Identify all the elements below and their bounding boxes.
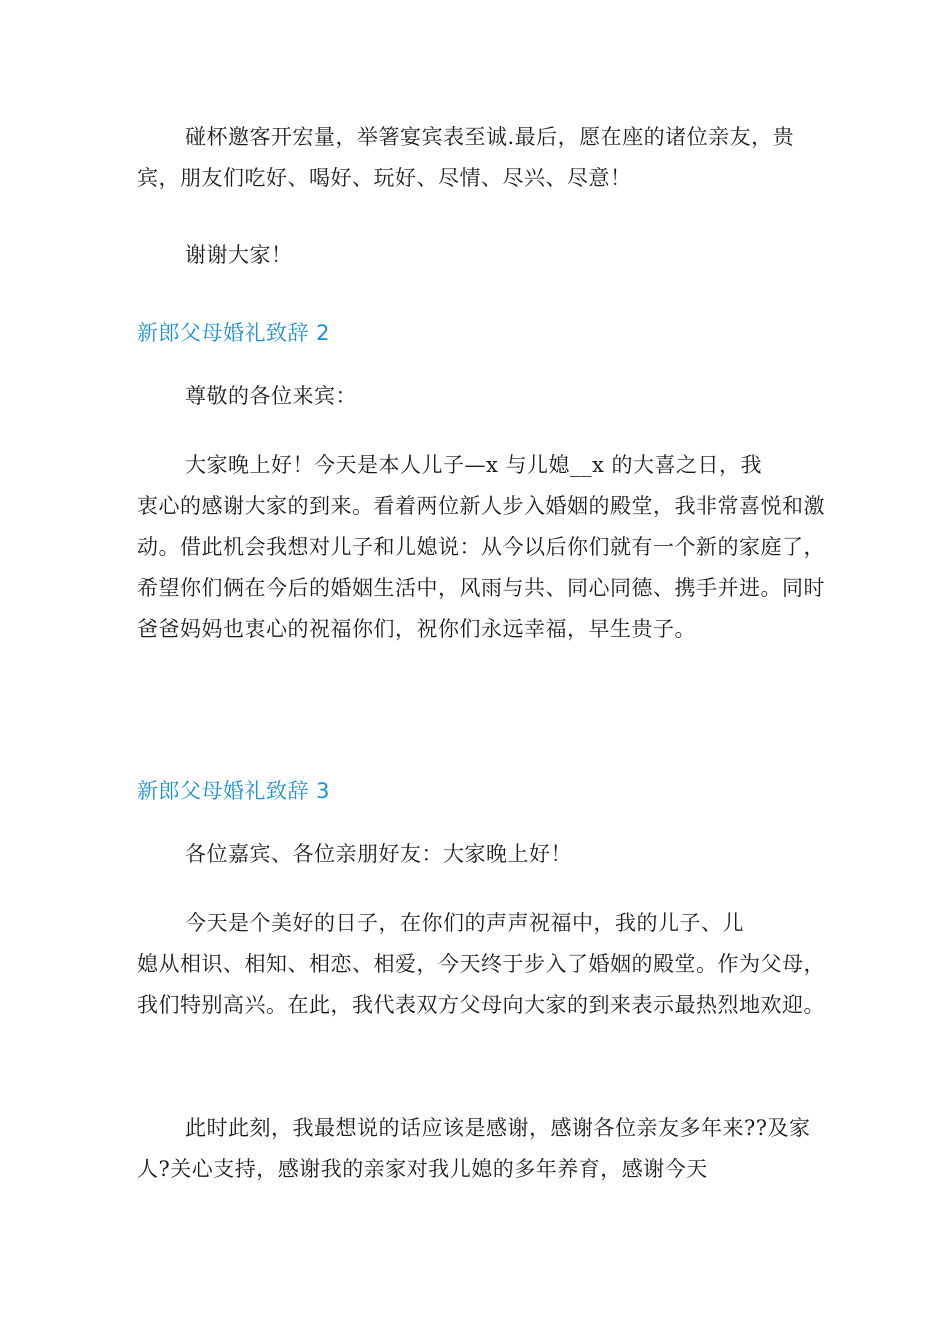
speech-2-body: 衷心的感谢大家的到来。看着两位新人步入婚姻的殿堂，我非常喜悦和激动。借此机会我想对儿子和儿媳说：从今以后你们就有一个新的家庭了，希望你们俩在今后的婚姻生活中，风雨与共、同心同德、携手并进。同时爸爸妈妈也衷心的祝福你们，祝你们永远幸福，早生贵子。 [137,494,825,641]
speech-3-line-1: 今天是个美好的日子，在你们的声声祝福中，我的儿子、儿 [185,911,744,935]
thanks-line: 谢谢大家！ [185,243,293,267]
section-heading-2: 新郎父母婚礼致辞 2 [137,321,331,345]
salutation-2: 尊敬的各位来宾： [185,384,357,408]
gratitude-paragraph: 此时此刻，我最想说的话应该是感谢，感谢各位亲友多年来??及家人?关心支持，感谢我的亲家对我儿媳的多年养育，感谢今天 [137,1116,811,1181]
section-heading-3: 新郎父母婚礼致辞 3 [137,779,331,803]
salutation-3: 各位嘉宾、各位亲朋好友：大家晚上好！ [185,842,572,866]
speech-2-line-1: 大家晚上好！今天是本人儿子—x 与儿媳__x 的大喜之日，我 [185,453,763,477]
speech-3-body: 媳从相识、相知、相恋、相爱，今天终于步入了婚姻的殿堂。作为父母，我们特别高兴。在此，我代表双方父母向大家的到来表示最热烈地欢迎。 [137,952,825,1017]
closing-paragraph: 碰杯邀客开宏量，举箸宴宾表至诚.最后，愿在座的诸位亲友，贵宾，朋友们吃好、喝好、玩好、尽情、尽兴、尽意！ [137,125,795,190]
